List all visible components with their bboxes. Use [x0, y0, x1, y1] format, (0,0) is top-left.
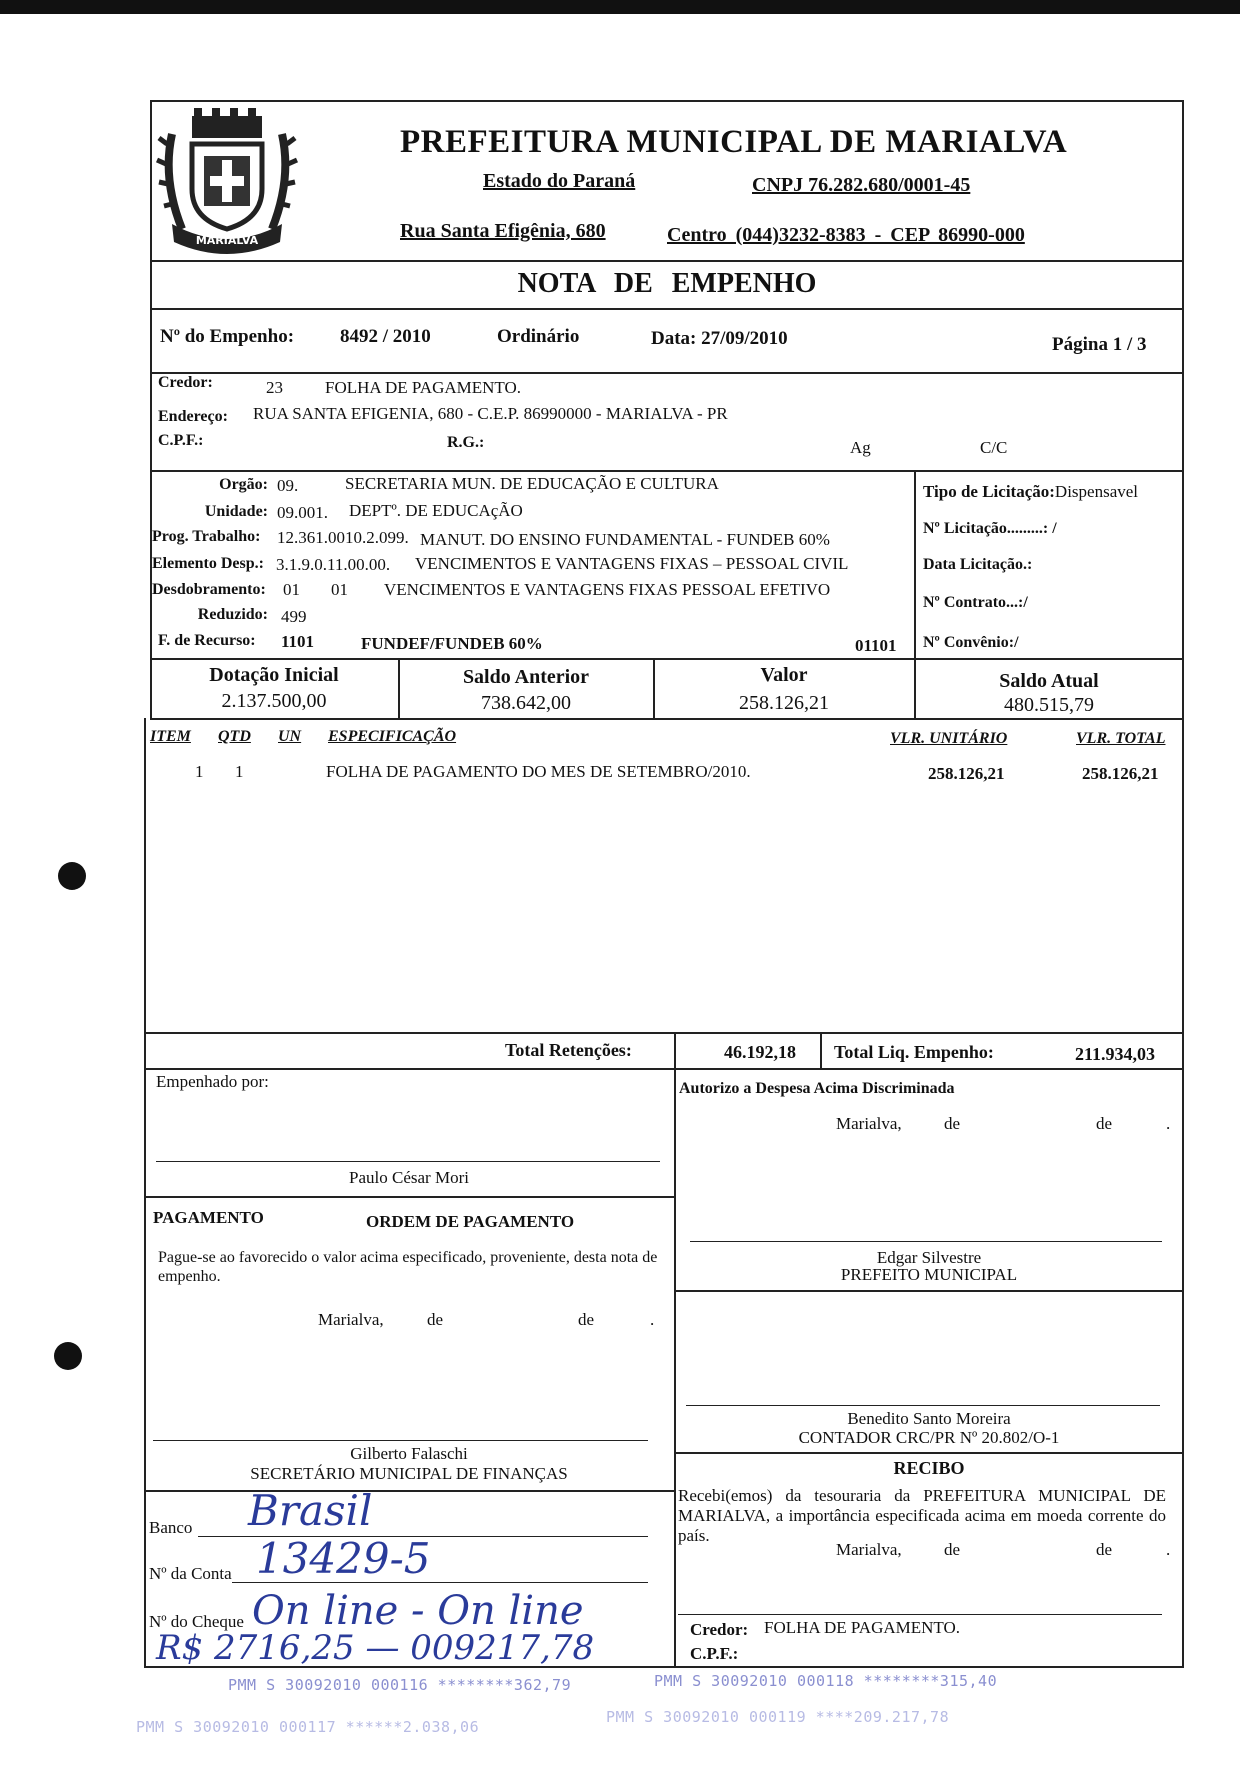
tipo-licitacao-value: Dispensavel: [1054, 482, 1139, 501]
prog-trabalho-desc: MANUT. DO ENSINO FUNDAMENTAL - FUNDEB 60%: [420, 530, 830, 549]
municipality-title: PREFEITURA MUNICIPAL DE MARIALVA: [400, 124, 1068, 160]
desdobramento-code-1: 01: [283, 580, 300, 599]
dotacao-inicial-label: Dotação Inicial: [209, 664, 339, 686]
pagamento-signature-line: [153, 1440, 648, 1441]
col-especificacao: ESPECIFICAÇÃO: [328, 728, 457, 745]
bank-stamp: PMM S 30092010 000117 ******2.038,06: [136, 1718, 480, 1736]
saldo-anterior-value: 738.642,00: [481, 692, 571, 714]
prog-trabalho-label: Prog. Trabalho:: [152, 528, 261, 545]
autorizo-place: Marialva,: [836, 1114, 902, 1133]
reduzido-value: 499: [281, 607, 307, 626]
recurso-code: 1101: [281, 632, 315, 651]
recibo-dot: .: [1166, 1540, 1171, 1559]
orgao-code: 09.: [277, 476, 299, 495]
elemento-code: 3.1.9.0.11.00.00.: [276, 555, 391, 574]
bank-stamp: PMM S 30092010 000118 ********315,40: [654, 1672, 998, 1690]
data-licitacao: Data Licitação.:: [923, 556, 1033, 573]
orcamento-divider: [914, 471, 916, 659]
pagamento-text: Pague-se ao favorecido o valor acima especificado, proveniente, desta nota de empenho.: [158, 1249, 658, 1285]
autorizo-signature-line: [690, 1241, 1162, 1242]
numero-convenio: Nº Convênio:/: [923, 634, 1019, 651]
empenhado-signature-line: [156, 1161, 660, 1162]
autorizo-de-2: de: [1096, 1114, 1113, 1133]
recibo-label: RECIBO: [893, 1458, 965, 1478]
empenhado-name: Paulo César Mori: [349, 1168, 469, 1187]
contador-signature-line: [686, 1405, 1160, 1406]
col-vlr-total: VLR. TOTAL: [1076, 730, 1166, 747]
retencoes-label: Total Retenções:: [505, 1040, 632, 1060]
empenhado-label: Empenhado por:: [156, 1072, 269, 1091]
saldo-atual-value: 480.515,79: [1004, 694, 1094, 716]
scan-top-edge: [0, 0, 1240, 14]
recibo-credor-name: FOLHA DE PAGAMENTO.: [764, 1618, 960, 1637]
pagamento-place: Marialva,: [318, 1310, 384, 1329]
numero-licitacao: Nº Licitação.........: /: [923, 520, 1057, 537]
pagamento-de-1: de: [427, 1310, 444, 1329]
recibo-de-1: de: [944, 1540, 961, 1559]
pagamento-de-2: de: [578, 1310, 595, 1329]
saldo-anterior-label: Saldo Anterior: [462, 666, 590, 688]
autorizo-label: Autorizo a Despesa Acima Discriminada: [679, 1080, 955, 1097]
unidade-desc: DEPTº. DE EDUCAçÃO: [349, 501, 523, 520]
desdobramento-code-2: 01: [331, 580, 348, 599]
autorizo-dot: .: [1166, 1114, 1171, 1133]
elemento-desc: VENCIMENTOS E VANTAGENS FIXAS – PESSOAL CIVIL: [415, 554, 849, 573]
signatures-divider: [674, 1069, 676, 1667]
cheque-handwritten: On line - On line: [252, 1588, 584, 1634]
punch-hole-top: [58, 862, 86, 890]
conta-label: Nº da Conta: [149, 1564, 232, 1583]
desdobramento-label: Desdobramento:: [152, 581, 266, 598]
contador-bottom-rule: [675, 1452, 1183, 1454]
prefeito-name: Edgar Silvestre: [876, 1248, 982, 1267]
empenho-date: Data: 27/09/2010: [651, 328, 788, 349]
empenhado-bottom-rule: [145, 1196, 674, 1198]
item-number: 1: [195, 762, 204, 781]
recibo-place: Marialva,: [836, 1540, 902, 1559]
pagamento-bottom-rule: [145, 1490, 674, 1492]
ordem-pagamento-label: ORDEM DE PAGAMENTO: [366, 1212, 575, 1231]
contador-role: CONTADOR CRC/PR Nº 20.802/O-1: [798, 1428, 1060, 1447]
item-vlr-total: 258.126,21: [1082, 764, 1159, 783]
item-qtd: 1: [235, 762, 244, 781]
street-address: Rua Santa Efigênia, 680: [400, 220, 606, 242]
prog-trabalho-code: 12.361.0010.2.099.: [277, 528, 409, 547]
empenho-number: 8492 / 2010: [340, 326, 431, 347]
credor-address: RUA SANTA EFIGENIA, 680 - C.E.P. 86990000 - MARIALVA - PR: [253, 404, 728, 423]
credor-label: Credor:: [158, 374, 213, 391]
conta-handwritten: 13429-5: [256, 1534, 431, 1583]
valor-value: 258.126,21: [739, 692, 829, 714]
valor-handwritten: R$ 2716,25 — 009217,78: [156, 1628, 595, 1668]
credor-code: 23: [266, 378, 283, 397]
recibo-cpf-label: C.P.F.:: [690, 1644, 739, 1663]
col-item: ITEM: [150, 728, 191, 745]
recibo-signature-line: [678, 1614, 1162, 1615]
tipo-licitacao-label: Tipo de Licitação:: [923, 482, 1055, 501]
saldo-atual-label: Saldo Atual: [999, 670, 1099, 692]
elemento-label: Elemento Desp.:: [152, 555, 264, 572]
col-un: UN: [278, 728, 302, 745]
conta-corrente-label: C/C: [980, 438, 1008, 457]
contador-name: Benedito Santo Moreira: [847, 1409, 1011, 1428]
pagamento-signer-name: Gilberto Falaschi: [350, 1444, 468, 1463]
unidade-code: 09.001.: [277, 503, 328, 522]
col-vlr-unitario: VLR. UNITÁRIO: [890, 730, 1008, 747]
retencoes-value: 46.192,18: [724, 1042, 796, 1062]
agencia-label: Ag: [850, 438, 871, 457]
orgao-desc: SECRETARIA MUN. DE EDUCAÇÃO E CULTURA: [345, 474, 719, 493]
tipo-licitacao: [923, 482, 1138, 502]
coat-of-arms-logo: [152, 104, 302, 254]
desdobramento-desc: VENCIMENTOS E VANTAGENS FIXAS PESSOAL EFETIVO: [384, 580, 831, 599]
dotacao-inicial-value: 2.137.500,00: [221, 690, 327, 712]
rg-label: R.G.:: [447, 434, 485, 451]
totais-divider-2: [820, 1033, 822, 1069]
liquido-value: 211.934,03: [1075, 1044, 1156, 1064]
item-vlr-unitario: 258.126,21: [928, 764, 1005, 783]
empenho-type: Ordinário: [497, 326, 580, 347]
bank-stamp: PMM S 30092010 000119 ****209.217,78: [606, 1708, 950, 1726]
reduzido-label: Reduzido:: [197, 606, 268, 623]
recibo-de-2: de: [1096, 1540, 1113, 1559]
pagamento-label: PAGAMENTO: [153, 1208, 264, 1227]
pagamento-signer-role: SECRETÁRIO MUNICIPAL DE FINANÇAS: [250, 1464, 568, 1483]
item-especificacao: FOLHA DE PAGAMENTO DO MES DE SETEMBRO/2010.: [326, 762, 751, 781]
autorizo-bottom-rule: [675, 1290, 1183, 1292]
banco-label: Banco: [149, 1518, 193, 1537]
totais-divider-1: [674, 1033, 676, 1069]
numero-contrato: Nº Contrato...:/: [923, 594, 1028, 611]
empenho-label: Nº do Empenho:: [160, 326, 295, 347]
punch-hole-bottom: [54, 1342, 82, 1370]
page-number: Página 1 / 3: [1052, 334, 1147, 355]
state-name: Estado do Paraná: [483, 170, 636, 192]
bank-stamp: PMM S 30092010 000116 ********362,79: [228, 1676, 572, 1694]
doc-title: NOTA DE EMPENHO: [517, 268, 817, 299]
liquido-label: Total Liq. Empenho:: [834, 1042, 994, 1062]
prefeito-role: PREFEITO MUNICIPAL: [840, 1265, 1018, 1284]
autorizo-de-1: de: [944, 1114, 961, 1133]
cheque-label: Nº do Cheque: [149, 1612, 244, 1631]
unidade-label: Unidade:: [204, 503, 268, 520]
endereco-label: Endereço:: [158, 408, 228, 425]
credor-name: FOLHA DE PAGAMENTO.: [325, 378, 521, 397]
valor-label: Valor: [760, 664, 808, 686]
col-qtd: QTD: [218, 728, 251, 745]
recurso-number: 01101: [855, 636, 897, 655]
cnpj: CNPJ 76.282.680/0001-45: [752, 174, 971, 196]
banco-handwritten: Brasil: [248, 1486, 373, 1535]
district-phone-cep: Centro (044)3232-8383 - CEP 86990-000: [667, 224, 1025, 246]
crest-banner-text: MARIALVA: [195, 234, 259, 247]
totais-box: [144, 1032, 1184, 1070]
orgao-label: Orgão:: [219, 476, 268, 493]
cpf-label: C.P.F.:: [158, 432, 204, 449]
recibo-text: Recebi(emos) da tesouraria da PREFEITURA MUNICIPAL DE MARIALVA, a importância especificada acima em moeda corrente do país.: [678, 1486, 1166, 1545]
recibo-credor-label: Credor:: [690, 1620, 749, 1639]
pagamento-dot: .: [650, 1310, 655, 1329]
recurso-desc: FUNDEF/FUNDEB 60%: [361, 634, 543, 653]
recurso-label: F. de Recurso:: [158, 632, 256, 649]
